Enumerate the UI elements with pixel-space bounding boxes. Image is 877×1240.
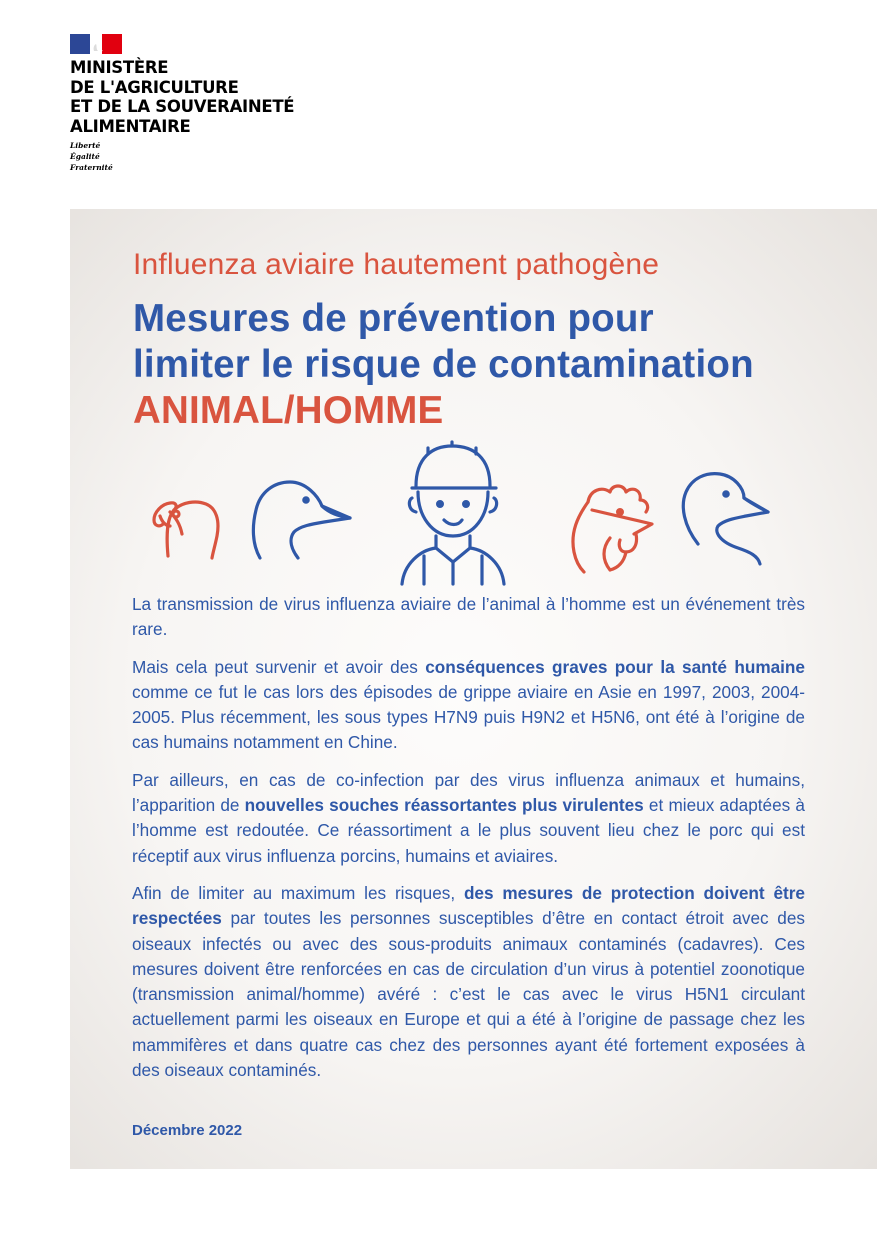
paragraph-text: et mieux adaptées à l’homme est redoutée. Ce réassortiment a le plus souvent lieu chez le porc qui est réceptif aux virus influenza porcins, humains et aviaires. (132, 795, 805, 866)
marianne-flag-icon (70, 34, 122, 54)
paragraph-4 (132, 881, 805, 1083)
paragraph-emphasis: conséquences graves pour la santé humaine (425, 656, 805, 677)
paragraph-text: Par ailleurs, en cas de co-infection par des virus influenza animaux et humains, l’apparition de (132, 769, 805, 816)
ministry-name (70, 58, 330, 136)
turkey-icon (154, 502, 218, 558)
paragraph-emphasis: des mesures de protection doivent être respectées (132, 882, 805, 929)
title-line: Mesures de prévention pour (133, 297, 654, 340)
motto-line: Liberté (70, 141, 101, 150)
paragraph-text: comme ce fut le cas lors des épisodes de grippe aviaire en Asie en 1997, 2003, 2004-2005. Plus récemment, les sous types H7N9 puis H9N2 et H5N6, ont été à l’origine de cas humains notamment en Chine. (132, 681, 805, 753)
goose-icon (253, 482, 350, 558)
document-subtitle: Influenza aviaire hautement pathogène (133, 248, 660, 281)
paragraph-text: Afin de limiter au maximum les risques, (132, 882, 464, 903)
paragraph-2 (132, 655, 805, 756)
paragraph-text: La transmission de virus influenza aviaire de l’animal à l’homme est un événement très rare. (132, 594, 805, 640)
title-line: limiter le risque de contamination (133, 343, 754, 386)
republic-motto (70, 140, 113, 173)
rooster-icon (573, 486, 652, 572)
paragraph-3 (132, 768, 805, 869)
paragraph-text: par toutes les personnes susceptibles d’être en contact étroit avec des oiseaux infectés ou avec des sous-produits animaux contaminés (cadavres). Ces mesures doivent être renforcées en cas de circulation d’un virus à potentiel zoonotique (transmission animal/homme) avéré : c’est le cas avec le virus H5N1 circulant actuellement parmi les oiseaux en Europe et qui a été à l’origine de passage chez les mammifères et dans quatre cas chez des personnes ayant été fortement exposées à des oiseaux contaminés. (132, 908, 805, 1081)
duck-icon (683, 474, 768, 564)
farmer-icon (402, 442, 504, 584)
ministry-line: DE L'AGRICULTURE (70, 77, 239, 97)
publication-date: Décembre 2022 (132, 1122, 243, 1139)
paragraph-text: Mais cela peut survenir et avoir des (132, 656, 426, 677)
body-text (132, 592, 805, 1095)
paragraph-1 (132, 592, 805, 643)
animals-and-farmer-illustration (140, 440, 790, 588)
ministry-line: MINISTÈRE (70, 58, 169, 77)
paragraph-emphasis: nouvelles souches réassortantes plus virulentes (244, 795, 644, 816)
ministry-line: ALIMENTAIRE (70, 116, 191, 136)
motto-line: Fraternité (70, 163, 113, 172)
document-title (133, 296, 853, 434)
motto-line: Égalité (70, 152, 100, 161)
ministry-line: ET DE LA SOUVERAINETÉ (70, 97, 295, 116)
title-accent: ANIMAL/HOMME (133, 389, 444, 432)
